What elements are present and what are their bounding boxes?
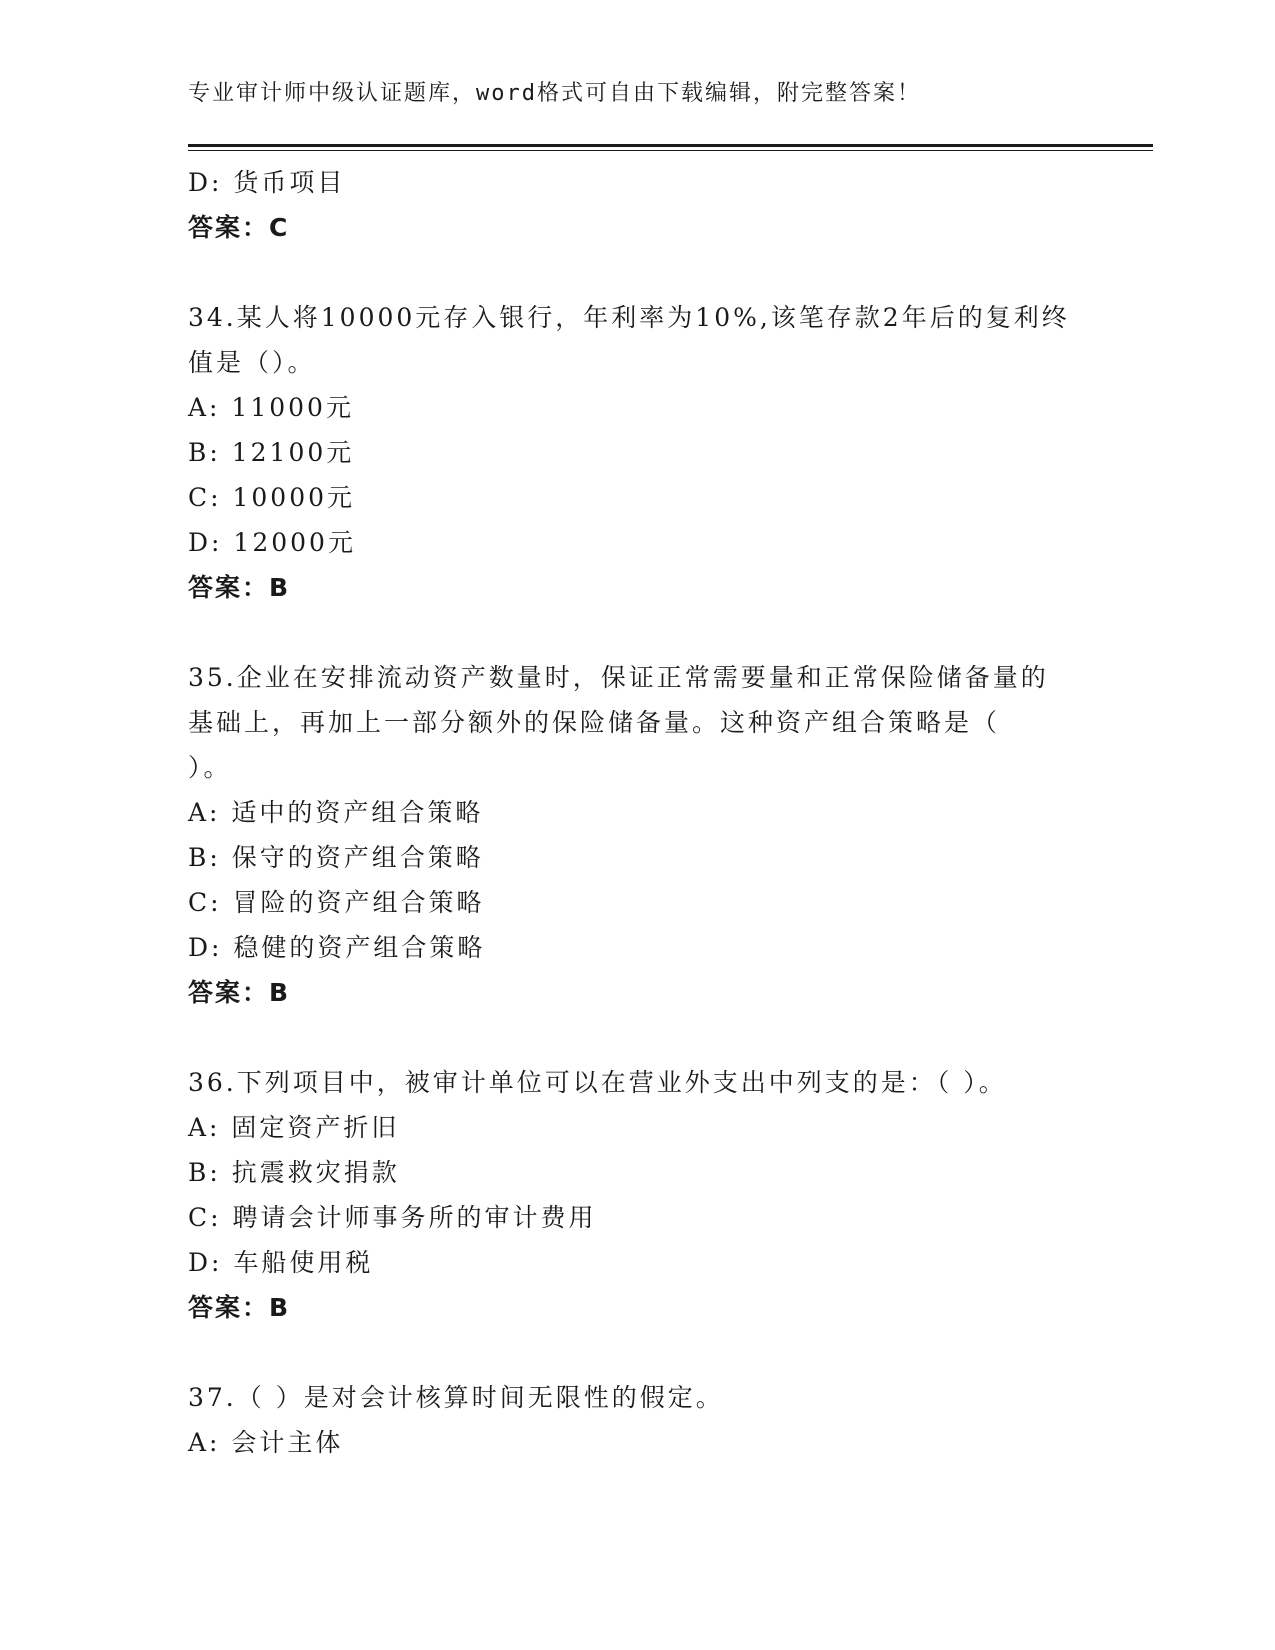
option-c: C: 聘请会计师事务所的审计费用 [188, 1203, 597, 1232]
option-a: A: 11000元 [188, 393, 354, 422]
option-d: D: 12000元 [188, 528, 356, 557]
question-stem: 36.下列项目中，被审计单位可以在营业外支出中列支的是：（ ）。 [188, 1068, 1007, 1097]
answer-line: 答案：B [188, 573, 291, 602]
question-34 [188, 295, 1088, 610]
option-a: A: 会计主体 [188, 1428, 344, 1457]
option-c: C: 10000元 [188, 483, 356, 512]
page-header: 专业审计师中级认证题库，word格式可自由下载编辑，附完整答案！ [188, 81, 921, 106]
question-35 [188, 655, 1088, 1015]
previous-question-tail [188, 160, 1088, 250]
option-b: B: 12100元 [188, 438, 355, 467]
option-c: C: 冒险的资产组合策略 [188, 888, 485, 917]
question-36 [188, 1060, 1088, 1330]
answer-line: 答案：C [188, 213, 290, 242]
option-d: D: 货币项目 [188, 168, 346, 197]
question-stem: ）。 [188, 753, 232, 782]
question-stem: 基础上，再加上一部分额外的保险储备量。这种资产组合策略是（ [188, 708, 1001, 737]
option-a: A: 适中的资产组合策略 [188, 798, 484, 827]
option-d: D: 稳健的资产组合策略 [188, 933, 486, 962]
option-a: A: 固定资产折旧 [188, 1113, 400, 1142]
answer-line: 答案：B [188, 978, 291, 1007]
answer-line: 答案：B [188, 1293, 291, 1322]
header-divider [188, 144, 1153, 151]
question-37 [188, 1375, 1088, 1465]
option-d: D: 车船使用税 [188, 1248, 374, 1277]
option-b: B: 抗震救灾捐款 [188, 1158, 400, 1187]
document-body [188, 160, 1088, 1465]
question-stem: 37.（ ）是对会计核算时间无限性的假定。 [188, 1383, 724, 1412]
question-stem: 34.某人将10000元存入银行，年利率为10%,该笔存款2年后的复利终 [188, 303, 1070, 332]
option-b: B: 保守的资产组合策略 [188, 843, 484, 872]
question-stem: 35.企业在安排流动资产数量时，保证正常需要量和正常保险储备量的 [188, 663, 1049, 692]
question-stem: 值是（）。 [188, 348, 316, 377]
